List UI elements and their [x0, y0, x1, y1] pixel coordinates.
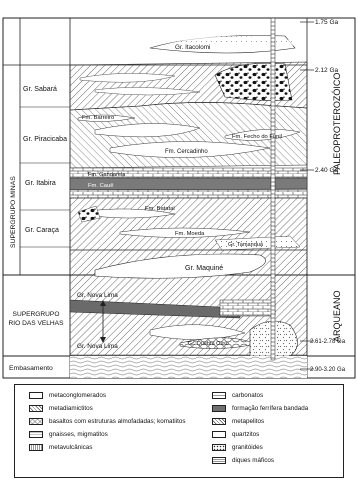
legend-metadiamictitos — [29, 403, 93, 414]
legend-label: gnaisses, migmatitos — [49, 431, 108, 438]
label-fecho: Fm. Fecho do Funil — [232, 134, 282, 140]
granitoides-swatch — [212, 444, 226, 451]
label-barreiro: Fm. Barreiro — [82, 115, 115, 121]
supergrupo-rio-line1: SUPERGRUPO — [12, 311, 60, 318]
basaltos-swatch — [29, 418, 43, 425]
legend-metapelitos — [212, 416, 264, 427]
carbonatos-swatch — [212, 392, 226, 399]
metadiamictitos-swatch — [29, 405, 43, 412]
legend-metaconglomerados — [29, 390, 106, 401]
metavulcanicas-swatch — [29, 444, 43, 451]
age-2-61-2-78: 2.61-2.78 Ga — [310, 339, 346, 345]
supergrupo-rio-line2: RIO DAS VELHAS — [8, 320, 64, 327]
legend-basaltos — [29, 416, 186, 427]
embasamento-label: Embasamento — [9, 365, 53, 372]
legend-label: metapelitos — [232, 418, 265, 425]
formacao-swatch — [212, 405, 226, 412]
legend-label: carbonatos — [232, 392, 264, 399]
legend-label: basaltos com estruturas almofadadas; komatiitos — [49, 418, 186, 425]
age-2-90-3-20: 2.90-3.20 Ga — [310, 367, 346, 373]
label-nova-lima-bottom: Gr. Nova Lima — [77, 343, 118, 350]
label-caue: Fm. Cauê — [88, 183, 114, 189]
legend-label: diques máficos — [232, 457, 274, 464]
metapelitos-swatch — [212, 418, 226, 425]
diques-swatch — [212, 457, 226, 464]
legend-label: quartzitos — [232, 431, 260, 438]
legend-diques — [212, 455, 274, 466]
legend-metavulcanicas — [29, 442, 92, 453]
age-2-12: 2.12 Ga — [315, 67, 339, 74]
group-itabira: Gr. Itabira — [25, 180, 56, 187]
eon-paleoproterozoic: PALEOPROTEROZÓICO — [332, 72, 342, 175]
group-piracicaba: Gr. Piracicaba — [23, 136, 67, 143]
legend-label: metadiamictitos — [49, 405, 93, 412]
mafic-dike — [271, 18, 275, 360]
label-maquine: Gr. Maquiné — [185, 265, 224, 272]
legend-label: formação ferrífera bandada — [232, 405, 309, 412]
legend-quartzitos — [212, 429, 259, 440]
age-2-40: 2.40 Ga — [315, 167, 339, 174]
legend-label: granitóides — [232, 444, 263, 451]
legend-granitoides — [212, 442, 263, 453]
legend-gnaisses — [29, 429, 108, 440]
group-sabara: Gr. Sabará — [23, 86, 57, 93]
supergrupo-minas-label: SUPERGRUPO MINAS — [10, 176, 17, 248]
rio-carbonates — [220, 300, 275, 316]
age-1-75: 1.75 Ga — [315, 19, 339, 26]
quartzitos-swatch — [212, 431, 226, 438]
legend-label: metavulcânicas — [49, 444, 93, 451]
legend — [14, 384, 344, 478]
gnaisses-swatch — [29, 431, 43, 438]
legend-formacao — [212, 403, 308, 414]
metaconglomerados-swatch — [29, 392, 43, 399]
legend-label: metaconglomerados — [49, 392, 107, 399]
label-itacolomi: Gr. Itacolomi — [175, 44, 211, 51]
label-tamandua: Gr. Tamanduá — [228, 242, 264, 248]
label-moeda: Fm. Moeda — [175, 231, 205, 237]
label-gandarela: Fm. Gandarela — [88, 172, 126, 178]
label-batatal: Fm. Batatal — [145, 206, 175, 212]
label-cercadinho: Fm. Cercadinho — [165, 149, 208, 155]
group-caraca: Gr. Caraça — [25, 227, 59, 234]
legend-carbonatos — [212, 390, 263, 401]
label-quebra-osso: Gr. Quebra Osso — [188, 341, 229, 347]
eon-archean: ARQUEANO — [332, 290, 342, 342]
label-nova-lima-top: Gr. Nova Lima — [77, 292, 118, 299]
